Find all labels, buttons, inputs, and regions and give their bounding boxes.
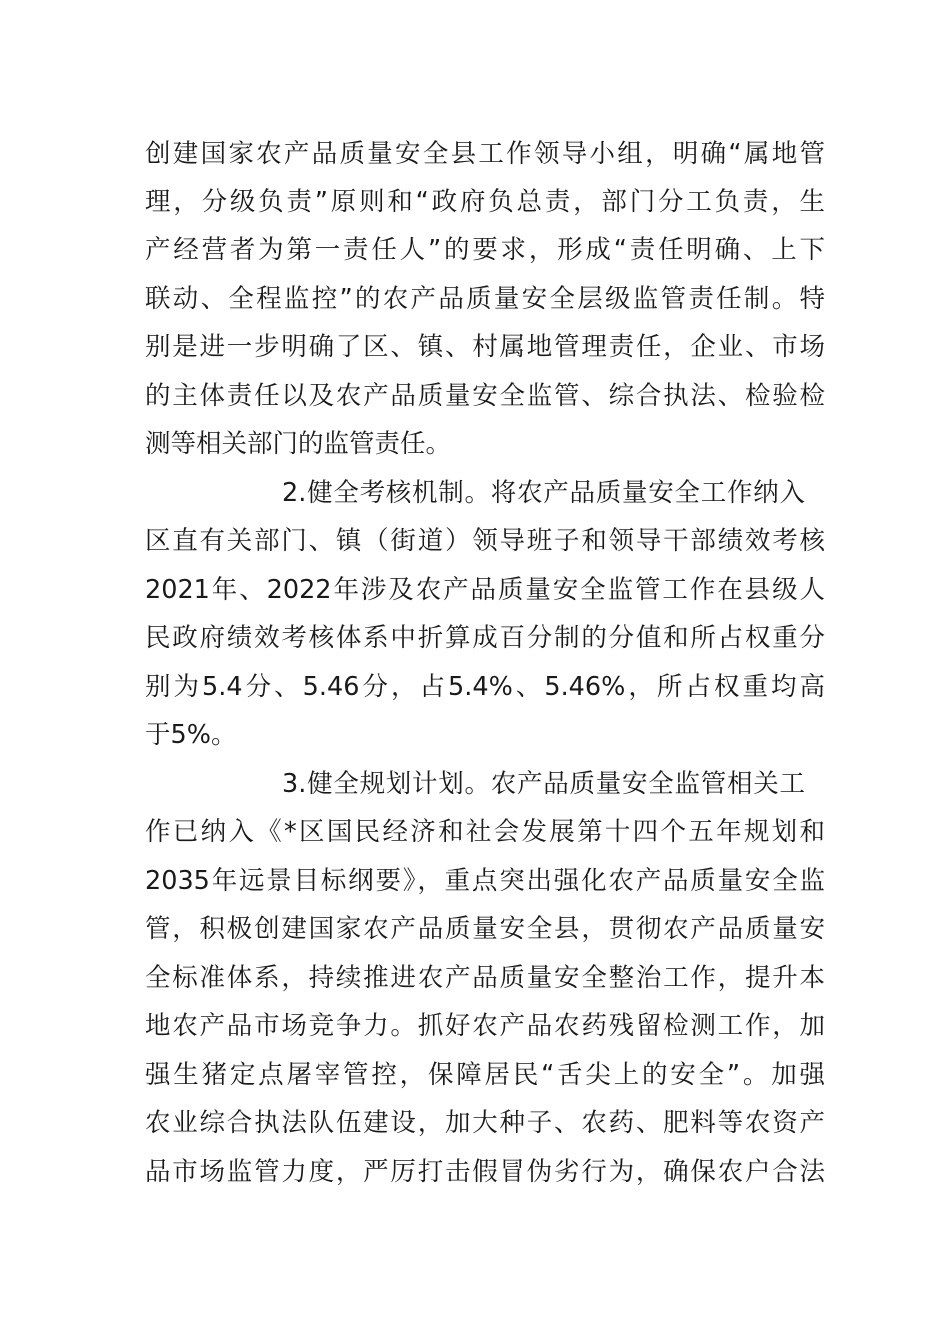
paragraph-1-line-3: 产经营者为第一责任人”的要求，形成“责任明确、上下 (145, 235, 825, 265)
paragraph-3-line-7: 强生猪定点屠宰管控，保障居民“舌尖上的安全”。加强 (145, 1060, 825, 1090)
paragraph-1-line-4: 联动、全程监控”的农产品质量安全层级监管责任制。特 (145, 284, 825, 314)
paragraph-1-line-7: 测等相关部门的监管责任。 (145, 429, 452, 459)
paragraph-2-line-2: 区直有关部门、镇（街道）领导班子和领导干部绩效考核 (145, 526, 825, 556)
paragraph-1-line-5: 别是进一步明确了区、镇、村属地管理责任，企业、市场 (145, 332, 825, 362)
paragraph-3-line-6: 地农产品市场竞争力。抓好农产品农药残留检测工作，加 (145, 1011, 825, 1041)
paragraph-3-line-5: 全标准体系，持续推进农产品质量安全整治工作，提升本 (145, 963, 825, 993)
paragraph-3-line-3: 2035年远景目标纲要》，重点突出强化农产品质量安全监 (145, 866, 825, 896)
paragraph-3-heading-line: 3.健全规划计划。农产品质量安全监管相关工 (282, 769, 805, 799)
paragraph-1-line-2: 理，分级负责”原则和“政府负总责，部门分工负责，生 (145, 187, 825, 217)
paragraph-1-line-6: 的主体责任以及农产品质量安全监管、综合执法、检验检 (145, 381, 825, 411)
paragraph-2-heading-line: 2.健全考核机制。将农产品质量安全工作纳入 (282, 478, 805, 508)
paragraph-2-line-5: 别为5.4分、5.46分，占5.4%、5.46%，所占权重均高 (145, 672, 825, 702)
paragraph-3-line-9: 品市场监管力度，严厉打击假冒伪劣行为，确保农户合法 (145, 1157, 825, 1187)
paragraph-3-line-4: 管，积极创建国家农产品质量安全县，贯彻农产品质量安 (145, 914, 825, 944)
paragraph-2-line-3: 2021年、2022年涉及农产品质量安全监管工作在县级人 (145, 575, 825, 605)
paragraph-2-line-6: 于5%。 (145, 720, 237, 750)
paragraph-2-line-4: 民政府绩效考核体系中折算成百分制的分值和所占权重分 (145, 623, 825, 653)
paragraph-3-line-2: 作已纳入《*区国民经济和社会发展第十四个五年规划和 (145, 817, 825, 847)
paragraph-1-line-1: 创建国家农产品质量安全县工作领导小组，明确“属地管 (145, 139, 825, 169)
paragraph-3-line-8: 农业综合执法队伍建设，加大种子、农药、肥料等农资产 (145, 1108, 825, 1138)
